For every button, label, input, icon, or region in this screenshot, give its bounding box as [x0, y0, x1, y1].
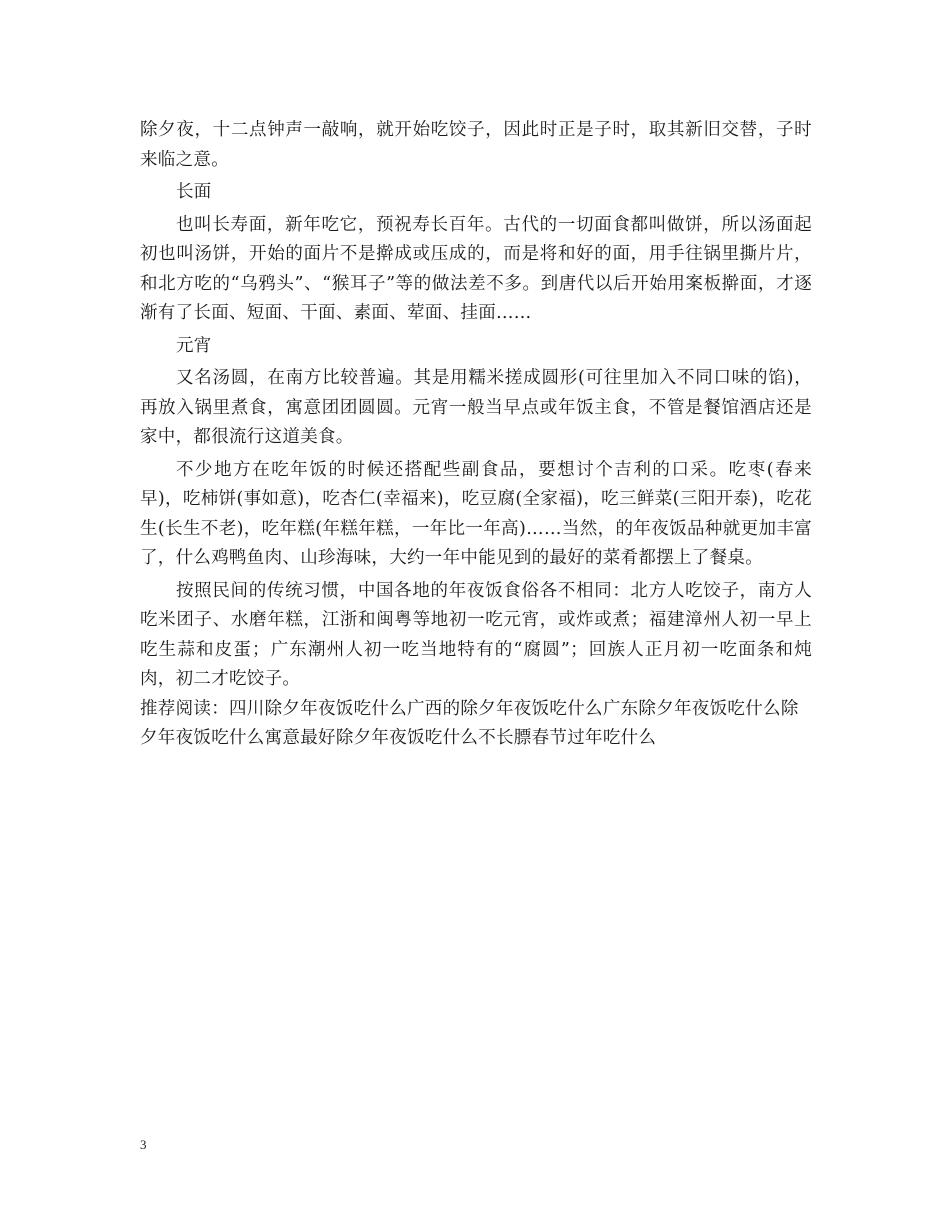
related-link[interactable]: 四川除夕年夜饭吃什么: [229, 698, 407, 719]
paragraph-yuanxiao: 又名汤圆，在南方比较普遍。其是用糯米搓成圆形(可往里加入不同口味的馅)，再放入锅里煮食，寓意团团圆圆。元宵一般当早点或年饭主食，不管是餐馆酒店还是家中，都很流行这道美食。: [140, 368, 812, 447]
paragraph-regional-customs: 按照民间的传统习惯，中国各地的年夜饭食俗各不相同：北方人吃饺子，南方人吃米团子、水磨年糕，江浙和闽粤等地初一吃元宵，或炸或煮；福建漳州人初一早上吃生蒜和皮蛋；广东潮州人初一吃当地特有的“腐圆”；回族人正月初一吃面条和炖肉，初二才吃饺子。: [140, 580, 812, 689]
related-link[interactable]: 春节过年吃什么: [531, 728, 657, 748]
related-link[interactable]: 广西的除夕年夜饭吃什么: [407, 698, 603, 719]
related-reading-label: 推荐阅读：: [140, 698, 229, 719]
heading-yuanxiao: 元宵: [176, 335, 212, 356]
related-reading: [140, 695, 812, 754]
page-number: 3: [140, 1137, 147, 1152]
paragraph-side-dishes: 不少地方在吃年饭的时候还搭配些副食品，要想讨个吉利的口采。吃枣(春来早)，吃柿饼(事如意)，吃杏仁(幸福来)，吃豆腐(全家福)，吃三鲜菜(三阳开泰)，吃花生(长生不老)，吃年糕(年糕年糕，一年比一年高)……当然，的年夜饭品种就更加丰富了，什么鸡鸭鱼肉、山珍海味，大约一年中能见到的最好的菜肴都摆上了餐桌。: [140, 459, 812, 568]
paragraph-dumplings-timing: 除夕夜，十二点钟声一敲响，就开始吃饺子，因此时正是子时，取其新旧交替，子时来临之意。: [140, 120, 812, 170]
paragraph-long-noodles: 也叫长寿面，新年吃它，预祝寿长百年。古代的一切面食都叫做饼，所以汤面起初也叫汤饼，开始的面片不是擀成或压成的，而是将和好的面，用手往锅里撕片片，和北方吃的“乌鸦头”、“猴耳子”等的做法差不多。到唐代以后开始用案板擀面，才逐渐有了长面、短面、干面、素面、荤面、挂面……: [140, 214, 812, 323]
related-link[interactable]: 除夕年夜饭吃什么不长膘: [335, 728, 532, 748]
related-link[interactable]: 广东除夕年夜饭吃什么: [602, 698, 781, 719]
related-link[interactable]: 除夕年夜饭吃什么寓意最好: [140, 698, 799, 748]
document-body: [140, 116, 812, 754]
heading-long-noodles: 长面: [176, 182, 212, 202]
